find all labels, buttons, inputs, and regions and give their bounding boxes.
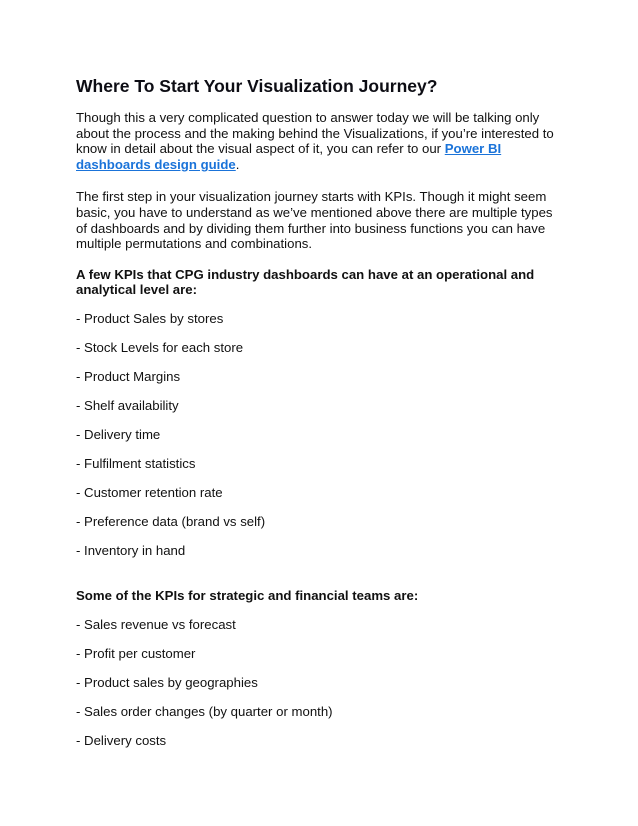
list-item: - Product Sales by stores [76, 310, 224, 326]
list-item: - Inventory in hand [76, 542, 186, 558]
list-item: - Fulfilment statistics [76, 455, 196, 471]
list-item: - Sales revenue vs forecast [76, 617, 236, 632]
intro-period: . [235, 156, 240, 172]
strategic-kpis-heading: Some of the KPIs for strategic and financial teams are: [76, 588, 419, 604]
power-bi-design-guide-link[interactable]: Power BI dashboards design guide [76, 141, 502, 172]
kpi-intro-paragraph: The first step in your visualization journey starts with KPIs. Though it might seem basic, you have to understand as we’ve mentioned above there are multiple types of dashboards and by dividing them further into business functions you can have multiple permutations and combinations. [76, 189, 553, 252]
strategic-kpi-list [76, 617, 566, 749]
list-item: - Sales order changes (by quarter or month) [76, 703, 333, 719]
operational-kpis-heading: A few KPIs that CPG industry dashboards can have at an operational and analytical level are: [76, 266, 535, 298]
list-item: - Delivery time [76, 426, 161, 442]
list-item: - Stock Levels for each store [76, 339, 244, 355]
intro-paragraph [76, 110, 566, 172]
list-item: - Shelf availability [76, 397, 179, 413]
page-title: Where To Start Your Visualization Journey? [76, 76, 438, 96]
list-item: - Product Margins [76, 368, 181, 384]
list-item: - Delivery costs [76, 732, 167, 748]
operational-kpi-list [76, 311, 566, 558]
intro-text: Though this a very complicated question to answer today we will be talking only about the process and the making behind the Visualizations, if you’re interested to know in detail about the visual aspect of it, you can refer to our [76, 110, 554, 157]
list-item: - Customer retention rate [76, 484, 223, 500]
list-item: - Product sales by geographies [76, 674, 258, 690]
list-item: - Preference data (brand vs self) [76, 513, 266, 529]
list-item: - Profit per customer [76, 645, 196, 661]
document-page [76, 74, 566, 762]
